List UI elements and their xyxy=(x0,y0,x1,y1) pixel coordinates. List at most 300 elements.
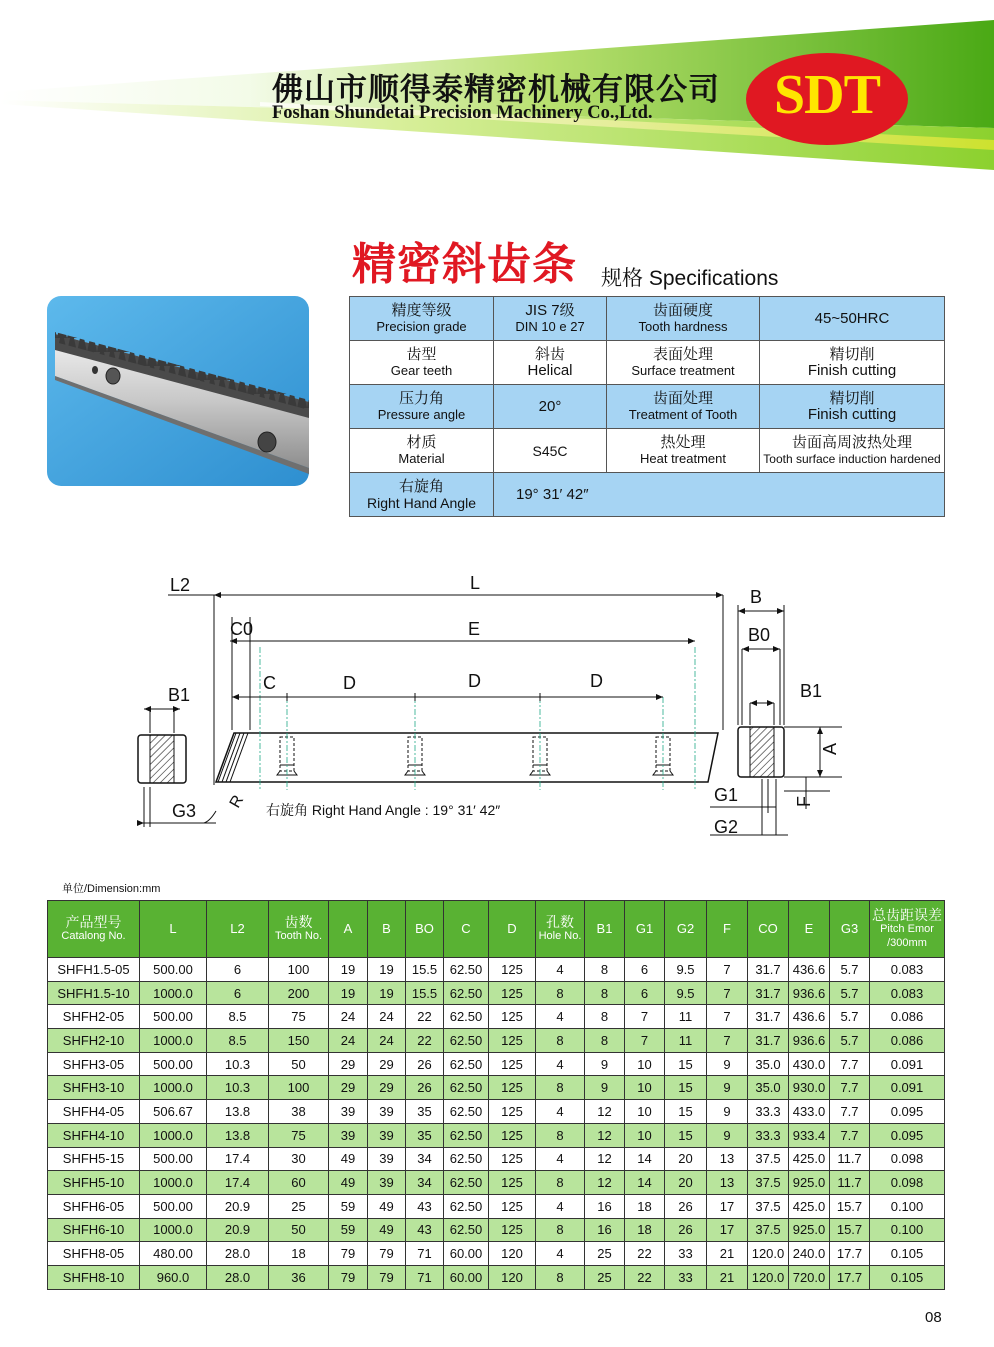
table-cell: 1000.0 xyxy=(140,1218,207,1242)
table-cell: 8 xyxy=(536,1265,585,1289)
spec-row-angle xyxy=(350,473,945,517)
table-cell: 0.086 xyxy=(870,1005,945,1029)
table-cell: 125 xyxy=(489,981,536,1005)
table-cell: 8.5 xyxy=(207,1005,269,1029)
spec-cell: 材质 Material xyxy=(350,429,494,473)
table-cell: SHFH4-10 xyxy=(48,1123,140,1147)
table-cell: 936.6 xyxy=(789,1029,830,1053)
table-cell: 79 xyxy=(368,1265,406,1289)
table-cell: 25 xyxy=(585,1242,625,1266)
table-cell: 14 xyxy=(625,1147,665,1171)
table-cell: 15 xyxy=(665,1076,707,1100)
sdt-logo-text: SDT xyxy=(774,64,880,126)
table-cell: 49 xyxy=(329,1171,368,1195)
table-cell: 60 xyxy=(269,1171,329,1195)
table-cell: 11.7 xyxy=(830,1171,870,1195)
specifications-table xyxy=(349,296,945,517)
table-cell: 125 xyxy=(489,958,536,982)
table-cell: 26 xyxy=(665,1194,707,1218)
table-row xyxy=(48,1218,945,1242)
table-cell: 8 xyxy=(585,958,625,982)
table-cell: 13 xyxy=(707,1147,748,1171)
table-cell: 436.6 xyxy=(789,1005,830,1029)
table-cell: 19 xyxy=(329,981,368,1005)
table-cell: 37.5 xyxy=(748,1194,789,1218)
spec-row xyxy=(350,341,945,385)
table-cell: 8 xyxy=(536,1123,585,1147)
spec-cell: 45~50HRC xyxy=(760,297,945,341)
table-cell: 960.0 xyxy=(140,1265,207,1289)
table-cell: 30 xyxy=(269,1147,329,1171)
dim-label-g1: G1 xyxy=(714,785,739,805)
dim-label-d: D xyxy=(468,671,481,691)
table-cell: 8 xyxy=(585,1005,625,1029)
table-cell: 12 xyxy=(585,1123,625,1147)
table-cell: 71 xyxy=(406,1242,444,1266)
table-cell: SHFH3-10 xyxy=(48,1076,140,1100)
table-cell: 37.5 xyxy=(748,1147,789,1171)
table-cell: 20 xyxy=(665,1147,707,1171)
table-cell: 37.5 xyxy=(748,1171,789,1195)
table-cell: 120.0 xyxy=(748,1265,789,1289)
table-cell: 22 xyxy=(625,1242,665,1266)
table-cell: 10 xyxy=(625,1123,665,1147)
table-cell: 200 xyxy=(269,981,329,1005)
table-cell: 13.8 xyxy=(207,1100,269,1124)
spec-cell: 精切削 Finish cutting xyxy=(760,385,945,429)
table-cell: 125 xyxy=(489,1123,536,1147)
table-cell: 26 xyxy=(665,1218,707,1242)
table-cell: 240.0 xyxy=(789,1242,830,1266)
helical-rack-photo xyxy=(47,296,309,486)
table-cell: 79 xyxy=(368,1242,406,1266)
table-cell: 925.0 xyxy=(789,1171,830,1195)
table-cell: 433.0 xyxy=(789,1100,830,1124)
table-cell: 4 xyxy=(536,1194,585,1218)
table-cell: 125 xyxy=(489,1052,536,1076)
table-row xyxy=(48,1242,945,1266)
table-cell: 0.083 xyxy=(870,958,945,982)
column-header: L2 xyxy=(207,901,269,958)
spec-cell: 齿面硬度 Tooth hardness xyxy=(607,297,760,341)
column-header: E xyxy=(789,901,830,958)
table-cell: 25 xyxy=(269,1194,329,1218)
table-cell: 1000.0 xyxy=(140,981,207,1005)
spec-cell: 齿型 Gear teeth xyxy=(350,341,494,385)
table-cell: 38 xyxy=(269,1100,329,1124)
column-header: G1 xyxy=(625,901,665,958)
table-cell: 125 xyxy=(489,1076,536,1100)
table-cell: SHFH1.5-10 xyxy=(48,981,140,1005)
table-cell: 8 xyxy=(536,1029,585,1053)
table-row xyxy=(48,1005,945,1029)
table-cell: 6 xyxy=(207,958,269,982)
table-row xyxy=(48,981,945,1005)
table-row xyxy=(48,1171,945,1195)
table-cell: 5.7 xyxy=(830,958,870,982)
table-cell: 500.00 xyxy=(140,1194,207,1218)
table-cell: 62.50 xyxy=(444,958,489,982)
table-cell: 425.0 xyxy=(789,1147,830,1171)
table-cell: 79 xyxy=(329,1265,368,1289)
table-cell: 150 xyxy=(269,1029,329,1053)
table-cell: 31.7 xyxy=(748,981,789,1005)
dimensions-table xyxy=(47,900,945,1290)
table-cell: 7 xyxy=(707,1005,748,1029)
table-cell: 15.5 xyxy=(406,981,444,1005)
table-cell: 0.091 xyxy=(870,1076,945,1100)
table-cell: 50 xyxy=(269,1218,329,1242)
table-cell: 0.095 xyxy=(870,1123,945,1147)
spec-cell: 斜齿 Helical xyxy=(494,341,607,385)
table-cell: SHFH2-05 xyxy=(48,1005,140,1029)
table-cell: 10 xyxy=(625,1076,665,1100)
spec-cell: 热处理 Heat treatment xyxy=(607,429,760,473)
table-cell: 10.3 xyxy=(207,1052,269,1076)
table-cell: 11 xyxy=(665,1005,707,1029)
spec-cell: 精度等级 Precision grade xyxy=(350,297,494,341)
table-cell: 20.9 xyxy=(207,1194,269,1218)
table-cell: 7 xyxy=(707,958,748,982)
table-cell: 7.7 xyxy=(830,1052,870,1076)
table-cell: 1000.0 xyxy=(140,1171,207,1195)
product-title: 精密斜齿条 xyxy=(352,239,577,290)
table-cell: 1000.0 xyxy=(140,1029,207,1053)
table-cell: 8.5 xyxy=(207,1029,269,1053)
table-cell: 7 xyxy=(625,1005,665,1029)
table-cell: 925.0 xyxy=(789,1218,830,1242)
column-header: 齿数 Tooth No. xyxy=(269,901,329,958)
table-cell: 12 xyxy=(585,1171,625,1195)
spec-cell: 表面处理 Surface treatment xyxy=(607,341,760,385)
dim-label-d: D xyxy=(590,671,603,691)
dim-label-l2: L2 xyxy=(170,575,191,595)
table-cell: 11 xyxy=(665,1029,707,1053)
column-header: BO xyxy=(406,901,444,958)
table-cell: 100 xyxy=(269,1076,329,1100)
table-cell: 13.8 xyxy=(207,1123,269,1147)
table-cell: 39 xyxy=(329,1100,368,1124)
table-cell: 9.5 xyxy=(665,981,707,1005)
dim-label-c0: C0 xyxy=(230,619,254,639)
table-cell: 19 xyxy=(368,981,406,1005)
table-cell: SHFH6-05 xyxy=(48,1194,140,1218)
table-cell: 37.5 xyxy=(748,1218,789,1242)
table-cell: 15.7 xyxy=(830,1218,870,1242)
dim-label-c: C xyxy=(263,673,276,693)
table-cell: 26 xyxy=(406,1052,444,1076)
table-cell: 24 xyxy=(329,1029,368,1053)
table-cell: 5.7 xyxy=(830,981,870,1005)
table-cell: 9 xyxy=(707,1052,748,1076)
dim-label-b0: B0 xyxy=(748,625,771,645)
table-cell: 430.0 xyxy=(789,1052,830,1076)
dim-label-g2: G2 xyxy=(714,817,739,837)
table-cell: 125 xyxy=(489,1171,536,1195)
table-header-row xyxy=(48,901,945,958)
table-cell: 500.00 xyxy=(140,1147,207,1171)
table-cell: 49 xyxy=(368,1194,406,1218)
company-name-en: Foshan Shundetai Precision Machinery Co.,Ltd. xyxy=(272,103,653,123)
table-cell: 43 xyxy=(406,1194,444,1218)
table-row xyxy=(48,1147,945,1171)
table-cell: 4 xyxy=(536,1242,585,1266)
table-cell: 1000.0 xyxy=(140,1076,207,1100)
table-cell: 0.098 xyxy=(870,1147,945,1171)
table-cell: 933.4 xyxy=(789,1123,830,1147)
column-header: 产品型号 Catalong No. xyxy=(48,901,140,958)
spec-cell: 右旋角 Right Hand Angle xyxy=(350,473,494,517)
table-cell: 50 xyxy=(269,1052,329,1076)
column-header: B xyxy=(368,901,406,958)
table-cell: 12 xyxy=(585,1100,625,1124)
table-cell: 31.7 xyxy=(748,1005,789,1029)
table-cell: 500.00 xyxy=(140,958,207,982)
table-cell: 33 xyxy=(665,1265,707,1289)
right-hand-angle-value: 19° 31′ 42″ xyxy=(494,473,945,517)
table-cell: 79 xyxy=(329,1242,368,1266)
dim-label-b1: B1 xyxy=(800,681,823,701)
table-cell: 125 xyxy=(489,1194,536,1218)
table-cell: 18 xyxy=(625,1218,665,1242)
table-cell: 28.0 xyxy=(207,1242,269,1266)
table-cell: 15.5 xyxy=(406,958,444,982)
table-cell: 8 xyxy=(536,981,585,1005)
table-cell: 9 xyxy=(585,1076,625,1100)
table-cell: 10 xyxy=(625,1100,665,1124)
table-cell: 7 xyxy=(707,1029,748,1053)
column-header: CO xyxy=(748,901,789,958)
dim-label-e: E xyxy=(468,619,481,639)
table-cell: 62.50 xyxy=(444,1052,489,1076)
spec-row xyxy=(350,429,945,473)
table-cell: 39 xyxy=(368,1123,406,1147)
table-cell: 12 xyxy=(585,1147,625,1171)
table-cell: 39 xyxy=(368,1171,406,1195)
table-cell: 29 xyxy=(368,1076,406,1100)
spec-row xyxy=(350,385,945,429)
table-cell: 4 xyxy=(536,1147,585,1171)
table-cell: 36 xyxy=(269,1265,329,1289)
table-cell: 19 xyxy=(368,958,406,982)
table-cell: 62.50 xyxy=(444,1218,489,1242)
table-row xyxy=(48,1052,945,1076)
spec-cell: 齿面高周波热处理 Tooth surface induction hardened xyxy=(760,429,945,473)
rack-dimension-drawing xyxy=(130,565,850,850)
table-cell: 15 xyxy=(665,1100,707,1124)
dim-label-r: R xyxy=(226,792,248,811)
table-cell: 29 xyxy=(329,1076,368,1100)
table-cell: 9 xyxy=(585,1052,625,1076)
table-cell: 34 xyxy=(406,1171,444,1195)
table-cell: 20.9 xyxy=(207,1218,269,1242)
table-cell: 29 xyxy=(368,1052,406,1076)
table-cell: 425.0 xyxy=(789,1194,830,1218)
table-cell: 19 xyxy=(329,958,368,982)
table-cell: 5.7 xyxy=(830,1029,870,1053)
table-cell: 17.7 xyxy=(830,1265,870,1289)
table-cell: 35.0 xyxy=(748,1076,789,1100)
table-cell: 28.0 xyxy=(207,1265,269,1289)
table-row xyxy=(48,1194,945,1218)
table-cell: 22 xyxy=(406,1029,444,1053)
table-cell: 7.7 xyxy=(830,1076,870,1100)
table-cell: 120 xyxy=(489,1242,536,1266)
table-cell: 8 xyxy=(585,981,625,1005)
table-cell: 31.7 xyxy=(748,1029,789,1053)
table-cell: 9 xyxy=(707,1123,748,1147)
table-cell: 49 xyxy=(368,1218,406,1242)
table-cell: 9 xyxy=(707,1100,748,1124)
table-cell: 125 xyxy=(489,1100,536,1124)
table-cell: 11.7 xyxy=(830,1147,870,1171)
table-cell: 14 xyxy=(625,1171,665,1195)
dim-label-g3: G3 xyxy=(172,801,197,821)
table-cell: 15.7 xyxy=(830,1194,870,1218)
column-header: B1 xyxy=(585,901,625,958)
column-header: D xyxy=(489,901,536,958)
table-cell: 34 xyxy=(406,1147,444,1171)
table-cell: 100 xyxy=(269,958,329,982)
table-cell: 17 xyxy=(707,1218,748,1242)
table-cell: SHFH8-05 xyxy=(48,1242,140,1266)
page-number: 08 xyxy=(925,1309,942,1326)
table-cell: 0.098 xyxy=(870,1171,945,1195)
table-cell: 13 xyxy=(707,1171,748,1195)
table-cell: 75 xyxy=(269,1005,329,1029)
column-header: G3 xyxy=(830,901,870,958)
spec-row xyxy=(350,297,945,341)
table-cell: 8 xyxy=(585,1029,625,1053)
table-cell: 31.7 xyxy=(748,958,789,982)
table-cell: 17.4 xyxy=(207,1147,269,1171)
table-cell: 62.50 xyxy=(444,1147,489,1171)
table-cell: 24 xyxy=(368,1005,406,1029)
table-cell: 125 xyxy=(489,1005,536,1029)
table-cell: SHFH6-10 xyxy=(48,1218,140,1242)
table-cell: 0.083 xyxy=(870,981,945,1005)
table-cell: 500.00 xyxy=(140,1052,207,1076)
table-cell: 26 xyxy=(406,1076,444,1100)
table-cell: 62.50 xyxy=(444,1100,489,1124)
table-cell: 33.3 xyxy=(748,1123,789,1147)
table-row xyxy=(48,958,945,982)
spec-cell: 20° xyxy=(494,385,607,429)
table-cell: 39 xyxy=(329,1123,368,1147)
table-cell: 0.105 xyxy=(870,1242,945,1266)
table-cell: 33 xyxy=(665,1242,707,1266)
table-cell: 49 xyxy=(329,1147,368,1171)
spec-cell: JIS 7级 DIN 10 e 27 xyxy=(494,297,607,341)
table-cell: 62.50 xyxy=(444,1194,489,1218)
table-cell: 930.0 xyxy=(789,1076,830,1100)
table-cell: 7.7 xyxy=(830,1123,870,1147)
spec-cell: 精切削 Finish cutting xyxy=(760,341,945,385)
dim-label-d: D xyxy=(343,673,356,693)
table-cell: 16 xyxy=(585,1218,625,1242)
table-cell: 35 xyxy=(406,1100,444,1124)
right-hand-angle-note: 右旋角 Right Hand Angle : 19° 31′ 42″ xyxy=(266,802,501,818)
company-name-cn: 佛山市顺得泰精密机械有限公司 xyxy=(272,72,720,108)
table-cell: 125 xyxy=(489,1029,536,1053)
table-row xyxy=(48,1123,945,1147)
table-cell: 62.50 xyxy=(444,981,489,1005)
table-cell: 6 xyxy=(207,981,269,1005)
table-cell: 4 xyxy=(536,1100,585,1124)
table-cell: 720.0 xyxy=(789,1265,830,1289)
table-cell: 22 xyxy=(406,1005,444,1029)
table-cell: 6 xyxy=(625,958,665,982)
column-header: A xyxy=(329,901,368,958)
table-cell: 9 xyxy=(707,1076,748,1100)
spec-cell: 齿面处理 Treatment of Tooth xyxy=(607,385,760,429)
table-cell: 8 xyxy=(536,1076,585,1100)
table-cell: 75 xyxy=(269,1123,329,1147)
table-cell: 71 xyxy=(406,1265,444,1289)
table-cell: 436.6 xyxy=(789,958,830,982)
table-cell: 18 xyxy=(269,1242,329,1266)
table-cell: 0.086 xyxy=(870,1029,945,1053)
table-cell: 60.00 xyxy=(444,1242,489,1266)
table-row xyxy=(48,1100,945,1124)
table-cell: SHFH2-10 xyxy=(48,1029,140,1053)
table-cell: 24 xyxy=(368,1029,406,1053)
table-cell: 33.3 xyxy=(748,1100,789,1124)
table-cell: 0.100 xyxy=(870,1194,945,1218)
table-cell: SHFH8-10 xyxy=(48,1265,140,1289)
table-cell: 24 xyxy=(329,1005,368,1029)
table-cell: 15 xyxy=(665,1052,707,1076)
table-cell: SHFH3-05 xyxy=(48,1052,140,1076)
dim-label-a: A xyxy=(820,742,840,755)
table-cell: 480.00 xyxy=(140,1242,207,1266)
table-cell: 15 xyxy=(665,1123,707,1147)
table-cell: 7.7 xyxy=(830,1100,870,1124)
table-cell: 21 xyxy=(707,1242,748,1266)
dim-label-b1: B1 xyxy=(168,685,191,705)
column-header: G2 xyxy=(665,901,707,958)
table-cell: 8 xyxy=(536,1171,585,1195)
column-header: L xyxy=(140,901,207,958)
dim-label-f: F xyxy=(794,796,814,807)
column-header: F xyxy=(707,901,748,958)
table-cell: SHFH5-15 xyxy=(48,1147,140,1171)
table-cell: 125 xyxy=(489,1147,536,1171)
dimension-unit-label: 单位/Dimension:mm xyxy=(62,883,161,895)
table-cell: 60.00 xyxy=(444,1265,489,1289)
table-cell: 39 xyxy=(368,1147,406,1171)
table-cell: 4 xyxy=(536,958,585,982)
spec-cell: 压力角 Pressure angle xyxy=(350,385,494,429)
table-cell: 0.100 xyxy=(870,1218,945,1242)
table-cell: 62.50 xyxy=(444,1171,489,1195)
table-cell: 25 xyxy=(585,1265,625,1289)
table-cell: 10 xyxy=(625,1052,665,1076)
table-cell: 4 xyxy=(536,1052,585,1076)
table-cell: 936.6 xyxy=(789,981,830,1005)
table-cell: 120.0 xyxy=(748,1242,789,1266)
table-cell: 17 xyxy=(707,1194,748,1218)
table-row xyxy=(48,1076,945,1100)
spec-cell: S45C xyxy=(494,429,607,473)
table-cell: 59 xyxy=(329,1218,368,1242)
table-cell: 7 xyxy=(625,1029,665,1053)
table-row xyxy=(48,1265,945,1289)
table-cell: 62.50 xyxy=(444,1005,489,1029)
table-cell: 35.0 xyxy=(748,1052,789,1076)
table-cell: 6 xyxy=(625,981,665,1005)
specifications-label: 规格 Specifications xyxy=(601,267,779,290)
